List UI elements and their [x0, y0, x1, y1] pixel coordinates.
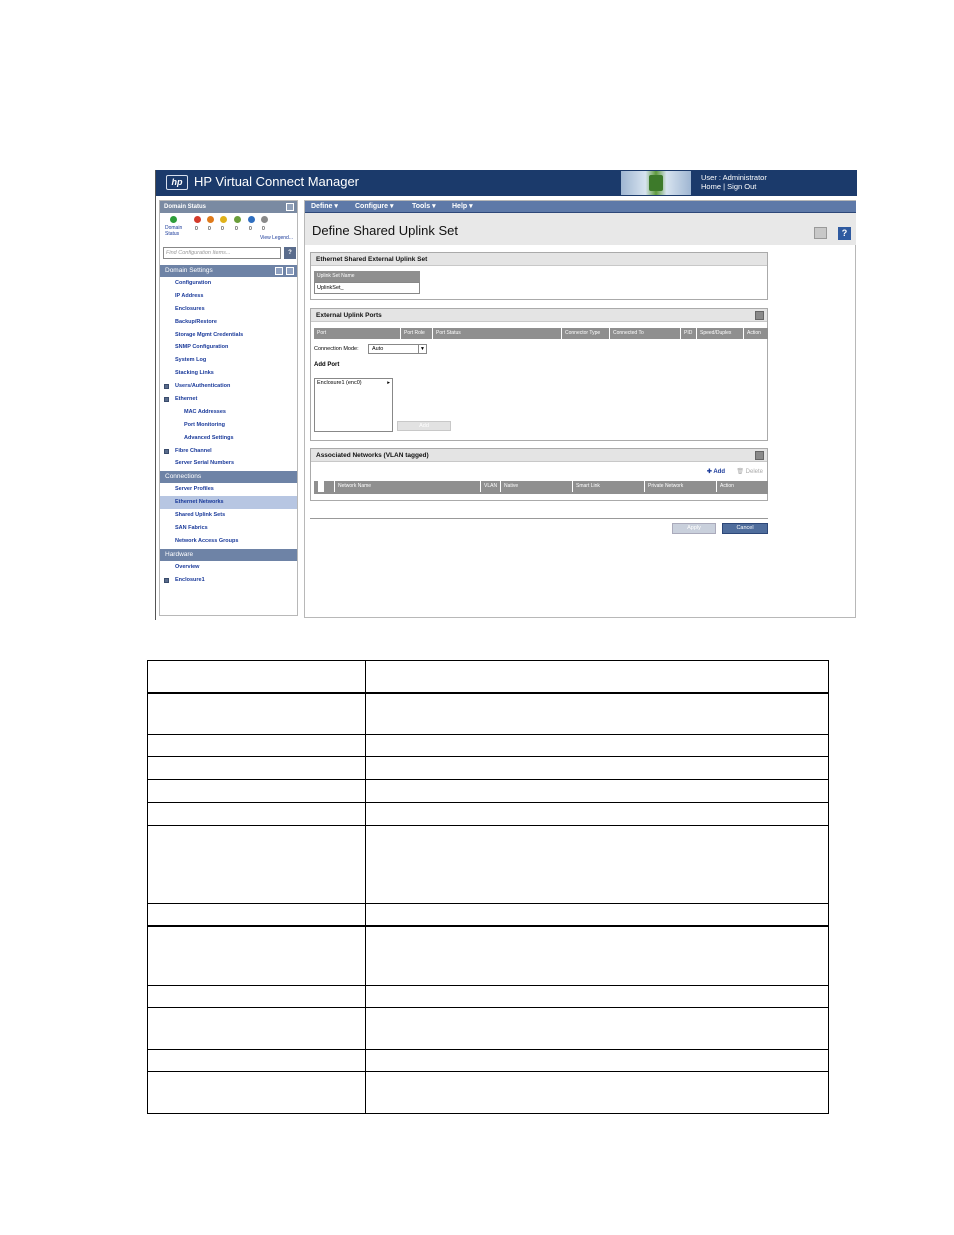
minor-icon [220, 216, 227, 223]
count-major: 0 [208, 226, 211, 232]
nav-enclosure1-label: Enclosure1 [175, 576, 205, 583]
table-cell [148, 735, 366, 757]
table-row [148, 1050, 829, 1072]
banner-image [621, 171, 691, 195]
table-row [148, 661, 829, 693]
plus-icon: ✚ [706, 469, 712, 475]
table-cell [148, 1008, 366, 1050]
col-port-role[interactable]: Port Role [400, 328, 425, 339]
select-all-checkbox[interactable] [318, 481, 324, 492]
find-row [160, 247, 297, 261]
count-critical: 0 [195, 226, 198, 232]
menu-tools-label: Tools [412, 203, 431, 210]
table-cell [148, 1050, 366, 1072]
col-action[interactable]: Action [743, 328, 761, 339]
table-row [148, 803, 829, 826]
info-icon [248, 216, 255, 223]
collapse-all-icon[interactable] [286, 267, 294, 275]
count-info: 0 [249, 226, 252, 232]
collapse-icon[interactable] [286, 203, 294, 211]
delete-network-link[interactable] [736, 468, 763, 475]
status-counts [160, 223, 297, 245]
table-cell [148, 757, 366, 780]
user-label: User : Administrator [701, 173, 767, 182]
nav-fibre-channel[interactable] [160, 445, 297, 458]
divider [310, 518, 768, 519]
nav-server-profiles[interactable]: Server Profiles [175, 486, 214, 493]
table-cell [366, 735, 829, 757]
table-row [148, 904, 829, 926]
page-title-bar [305, 213, 856, 245]
domain-status-title: Domain Status [164, 204, 207, 210]
table-cell [366, 803, 829, 826]
table-row [148, 780, 829, 803]
col-private-network[interactable]: Private Network [644, 481, 683, 492]
table-cell [148, 803, 366, 826]
table-row [148, 826, 829, 904]
menu-bar [305, 201, 856, 213]
external-ports-title: External Uplink Ports [316, 312, 382, 319]
add-port-button[interactable]: Add [397, 421, 451, 431]
user-area [701, 173, 767, 191]
port-tree-list[interactable] [314, 378, 393, 432]
nav-shared-uplink-sets[interactable]: Shared Uplink Sets [175, 512, 226, 519]
port-list-item[interactable] [317, 380, 390, 386]
table-cell [148, 986, 366, 1008]
app-title: HP Virtual Connect Manager [194, 174, 360, 189]
col-network-name[interactable]: Network Name [334, 481, 371, 492]
connection-mode-label: Connection Mode: [314, 346, 359, 352]
collapse-tree-icon[interactable] [164, 397, 169, 402]
ok-icon [170, 216, 177, 223]
connections-header[interactable]: Connections [160, 471, 297, 483]
col-speed-duplex[interactable]: Speed/Duplex [696, 328, 731, 339]
external-ports-header [311, 309, 767, 322]
menu-configure-label: Configure [355, 203, 389, 210]
main-content [304, 200, 856, 618]
nav-port-monitoring[interactable]: Port Monitoring [184, 421, 225, 428]
col-connector-type[interactable]: Connector Type [561, 328, 600, 339]
table-cell [148, 926, 366, 986]
col-pid[interactable]: PID [680, 328, 692, 339]
delete-network-label: Delete [745, 469, 763, 475]
ports-grid-header [314, 328, 768, 339]
view-legend-link[interactable]: View Legend... [260, 235, 293, 241]
nav-stacking-links[interactable]: Stacking Links [175, 370, 214, 377]
port-list-item-label: Enclosure1 (enc0) [317, 380, 362, 386]
vc-manager-window [155, 170, 856, 620]
table-cell [366, 661, 829, 693]
hardware-list [160, 561, 297, 587]
home-link[interactable]: Home [701, 182, 722, 191]
page-title: Define Shared Uplink Set [312, 223, 458, 238]
hp-logo: hp [166, 175, 188, 190]
nav-san-fabrics[interactable]: SAN Fabrics [175, 525, 208, 532]
connection-mode-value: Auto [372, 346, 384, 352]
count-unknown: 0 [262, 226, 265, 232]
connections-list [160, 483, 297, 547]
table-row [148, 1008, 829, 1050]
menu-define[interactable]: Define ▾ [311, 203, 338, 210]
nav-server-serial-numbers[interactable]: Server Serial Numbers [175, 460, 235, 467]
chevron-right-icon[interactable]: ▸ [387, 380, 390, 386]
table-cell [148, 1072, 366, 1114]
connection-mode-select[interactable] [368, 344, 427, 354]
table-cell [366, 826, 829, 904]
networks-title: Associated Networks (VLAN tagged) [316, 452, 429, 459]
table-row [148, 1072, 829, 1114]
domain-settings-list [160, 277, 297, 470]
menu-tools[interactable]: Tools ▾ [412, 203, 436, 210]
nav-ethernet[interactable] [160, 393, 297, 406]
expand-icon[interactable] [164, 449, 169, 454]
expand-all-icon[interactable] [275, 267, 283, 275]
count-warning: 0 [235, 226, 238, 232]
warning-icon [234, 216, 241, 223]
link-separator: | [723, 182, 726, 191]
table-cell [366, 1072, 829, 1114]
left-navigation [159, 200, 298, 616]
col-port[interactable]: Port [317, 330, 327, 336]
table-row [148, 986, 829, 1008]
table-cell [148, 693, 366, 735]
table-cell [366, 780, 829, 803]
col-vlan[interactable]: VLAN [480, 481, 497, 492]
domain-status-header [160, 201, 297, 213]
menu-configure[interactable]: Configure ▾ [355, 203, 394, 210]
nav-overview[interactable]: Overview [175, 563, 200, 570]
trash-icon: 🗑 [736, 469, 744, 475]
description-table [147, 660, 829, 1114]
add-port-label: Add Port [314, 362, 340, 368]
col-connected-to[interactable]: Connected To [609, 328, 644, 339]
table-cell [366, 1008, 829, 1050]
nav-snmp-configuration[interactable]: SNMP Configuration [175, 344, 229, 351]
table-row [148, 693, 829, 735]
nav-system-log[interactable]: System Log [175, 357, 207, 364]
table-cell [366, 904, 829, 926]
table-row [148, 926, 829, 986]
table-cell [366, 693, 829, 735]
critical-icon [194, 216, 201, 223]
nav-enclosure1[interactable] [160, 574, 297, 587]
uplink-set-name-label: Uplink Set Name [314, 271, 420, 282]
major-icon [207, 216, 214, 223]
house-icon [649, 175, 663, 191]
nav-users-authentication[interactable] [160, 380, 297, 393]
print-icon[interactable] [814, 227, 827, 239]
nav-mac-addresses[interactable]: MAC Addresses [184, 408, 226, 415]
table-cell [148, 780, 366, 803]
status-icons-row [160, 213, 297, 223]
menu-help[interactable]: Help ▾ [452, 203, 473, 210]
uplink-set-header: Ethernet Shared External Uplink Set [311, 253, 767, 266]
uplink-set-name-input[interactable]: UplinkSet_ [314, 282, 420, 294]
expand-icon[interactable] [164, 384, 169, 389]
table-cell [148, 904, 366, 926]
table-cell [366, 986, 829, 1008]
chevron-down-icon[interactable]: ▼ [418, 345, 426, 353]
menu-define-label: Define [311, 203, 333, 210]
nav-ip-address[interactable]: IP Address [175, 292, 204, 299]
table-cell [148, 661, 366, 693]
nav-configuration[interactable]: Configuration [175, 280, 212, 286]
external-uplink-ports-section [310, 308, 768, 441]
expand-icon[interactable] [164, 578, 169, 583]
table-cell [366, 757, 829, 780]
add-network-label: Add [713, 469, 725, 475]
count-minor: 0 [221, 226, 224, 232]
nav-ethernet-label: Ethernet [175, 396, 198, 403]
find-input[interactable]: Find Configuration Items... [163, 247, 281, 259]
sign-out-link[interactable]: Sign Out [727, 182, 757, 191]
nav-backup-restore[interactable]: Backup/Restore [175, 318, 217, 325]
domain-settings-header[interactable] [160, 265, 297, 277]
associated-networks-section [310, 448, 768, 501]
table-cell [148, 826, 366, 904]
add-network-link[interactable] [707, 468, 725, 475]
networks-grid-header [314, 481, 768, 494]
cancel-button[interactable]: Cancel [722, 523, 768, 534]
networks-header [311, 449, 767, 462]
col-port-status[interactable]: Port Status [432, 328, 461, 339]
hardware-header[interactable]: Hardware [160, 549, 297, 561]
nav-ethernet-networks[interactable]: Ethernet Networks [160, 496, 297, 509]
col-native[interactable]: Native [500, 481, 518, 492]
col-smart-link[interactable]: Smart Link [572, 481, 600, 492]
help-icon[interactable]: ? [838, 227, 851, 240]
domain-status-link[interactable]: Domain Status [165, 225, 183, 237]
nav-enclosures[interactable]: Enclosures [175, 305, 205, 312]
nav-advanced-settings[interactable]: Advanced Settings [184, 434, 234, 441]
collapse-icon[interactable] [755, 311, 764, 320]
table-cell [366, 1050, 829, 1072]
table-row [148, 735, 829, 757]
unknown-icon [261, 216, 268, 223]
collapse-icon[interactable] [755, 451, 764, 460]
apply-button[interactable]: Apply [672, 523, 716, 534]
table-row [148, 757, 829, 780]
col-network-action[interactable]: Action [716, 481, 734, 492]
find-help-button[interactable]: ? [284, 247, 296, 259]
uplink-set-section [310, 252, 768, 300]
top-banner [156, 170, 857, 196]
menu-help-label: Help [452, 203, 468, 210]
nav-users-authentication-label: Users/Authentication [175, 383, 231, 390]
table-cell [366, 926, 829, 986]
nav-fibre-channel-label: Fibre Channel [175, 447, 212, 454]
domain-settings-title: Domain Settings [165, 267, 213, 274]
nav-storage-mgmt-credentials[interactable]: Storage Mgmt Credentials [175, 331, 244, 338]
nav-network-access-groups[interactable]: Network Access Groups [175, 537, 239, 544]
